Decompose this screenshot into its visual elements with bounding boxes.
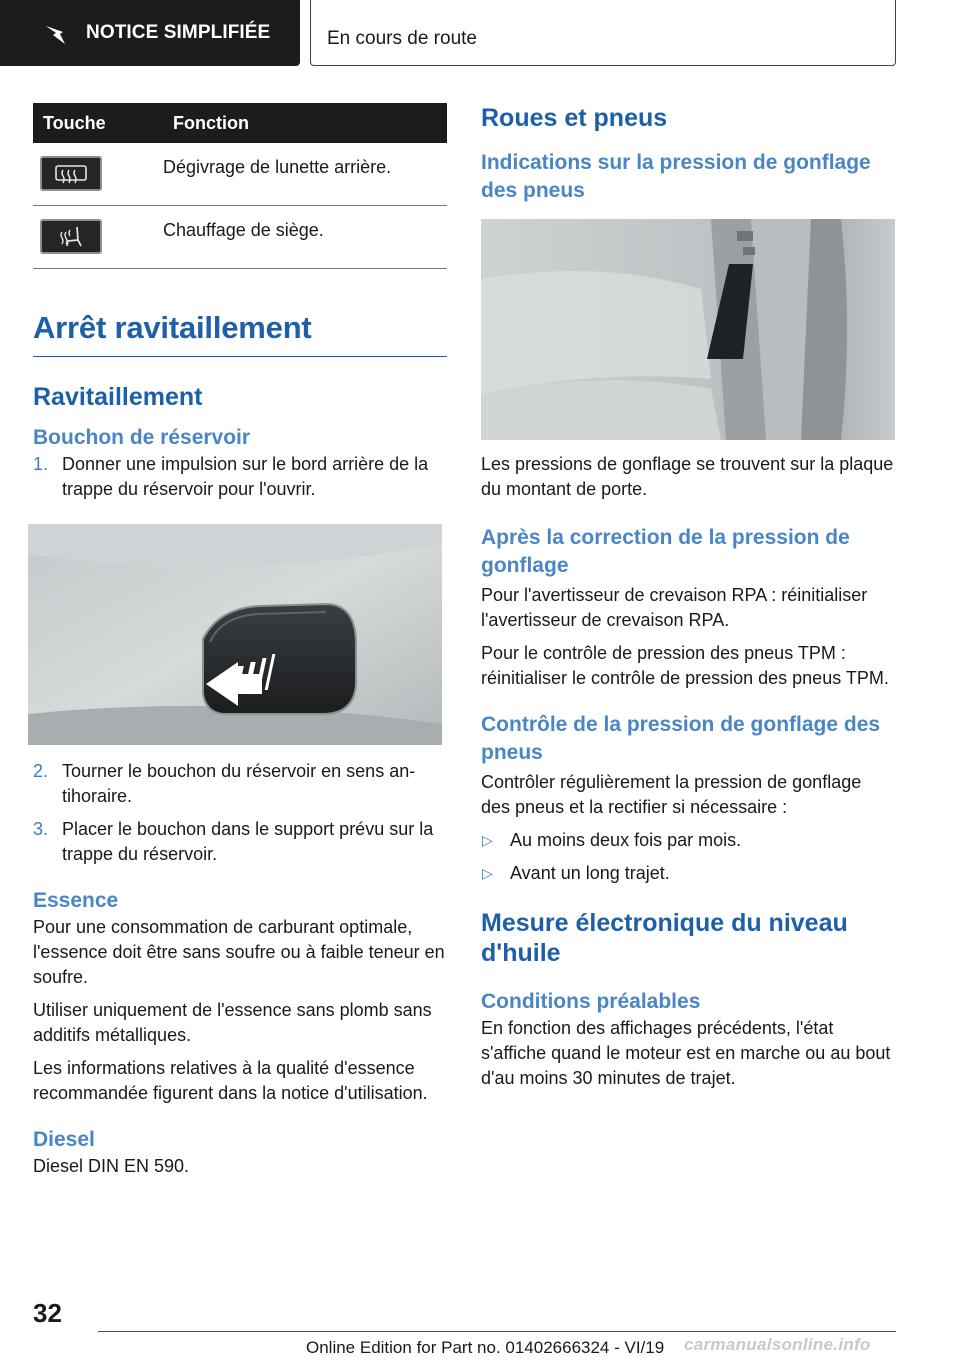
subsection-heading: Indications sur la pression de gonflage des pneus: [481, 151, 871, 202]
list-item: 2. Tourner le bouchon du réservoir en sens antihoraire.: [33, 760, 416, 806]
seat-heating-icon: [40, 219, 102, 254]
section-heading: Ravitaillement: [33, 383, 203, 411]
subsection-heading: Après la correction de la pression de gonflage: [481, 526, 850, 577]
page-number: 32: [33, 1298, 62, 1328]
section-title: En cours de route: [310, 0, 896, 66]
triangle-bullet-icon: ▷: [482, 832, 493, 848]
page-heading: Arrêt ravitaillement: [33, 310, 447, 357]
list-item: 1. Donner une impulsion sur le bord arrière de la trappe du réservoir pour l'ouvrir.: [33, 453, 429, 499]
table-cell: Dégivrage de lunette arrière.: [151, 143, 447, 206]
paragraph: Les pressions de gonflage se trouvent sur la plaque du montant de porte.: [481, 454, 894, 499]
paragraph: Contrôler régulièrement la pression de gonflage des pneus et la rectifier si nécessaire :: [481, 772, 862, 817]
list-item: ▷ Au moins deux fois par mois.: [481, 828, 895, 853]
paragraph: Pour une consommation de carburant optimale, l'essence doit être sans soufre ou à faible teneur en soufre.: [33, 916, 445, 987]
rear-defrost-icon: [40, 156, 102, 191]
section-heading: Roues et pneus: [481, 104, 668, 132]
steps-list: [33, 452, 447, 502]
door-pillar-illustration: [481, 219, 895, 440]
table-row: [33, 143, 447, 206]
paragraph: Les informations relatives à la qualité d'essence recommandée figurent dans la notice d'utilisation.: [33, 1057, 428, 1103]
subsection-heading: Contrôle de la pression de gonflage des pneus: [481, 713, 881, 764]
steps-list: [33, 759, 447, 867]
table-cell: Chauffage de siège.: [151, 206, 447, 269]
bullet-list: [481, 828, 895, 886]
manual-title: NOTICE SIMPLIFIÉE: [86, 22, 271, 43]
subsection-heading: Conditions préalables: [481, 990, 701, 1013]
key-function-table: [33, 103, 447, 269]
paragraph: Diesel DIN EN 590.: [33, 1155, 190, 1176]
paragraph: Utiliser uniquement de l'essence sans plomb sans additifs métalliques.: [33, 999, 432, 1045]
list-item: 3. Placer le bouchon dans le support prévu sur la trappe du réservoir.: [33, 818, 434, 864]
table-row: [33, 206, 447, 269]
watermark: carmanualsonline.info: [684, 1335, 871, 1354]
triangle-bullet-icon: ▷: [482, 865, 493, 881]
lightning-icon: [42, 18, 72, 48]
footer-divider: [98, 1331, 896, 1332]
list-item: ▷ Avant un long trajet.: [481, 861, 895, 886]
paragraph: En fonction des affichages précédents, l'état s'affiche quand le moteur est en marche ou au bout d'au moins 30 minutes de trajet.: [481, 1017, 891, 1088]
section-heading: Mesure électronique du niveau d'huile: [481, 909, 848, 967]
fuel-cap-illustration: [28, 524, 442, 745]
left-column: [33, 103, 447, 1179]
table-header-function: Fonction: [151, 103, 447, 143]
paragraph: Pour l'avertisseur de crevaison RPA : réinitialiser l'avertisseur de crevaison RPA.: [481, 585, 868, 630]
right-column: [481, 103, 895, 1091]
paragraph: Pour le contrôle de pression des pneus TPM : réinitialiser le contrôle de pression des pneus TPM.: [481, 643, 889, 688]
subsection-heading: Essence: [33, 888, 119, 912]
edition-note: Online Edition for Part no. 01402666324 - VI/19: [306, 1338, 665, 1357]
table-header-key: Touche: [33, 103, 151, 143]
subsection-heading: Bouchon de réservoir: [33, 426, 251, 449]
manual-tab: [0, 0, 300, 66]
subsection-heading: Diesel: [33, 1127, 95, 1151]
